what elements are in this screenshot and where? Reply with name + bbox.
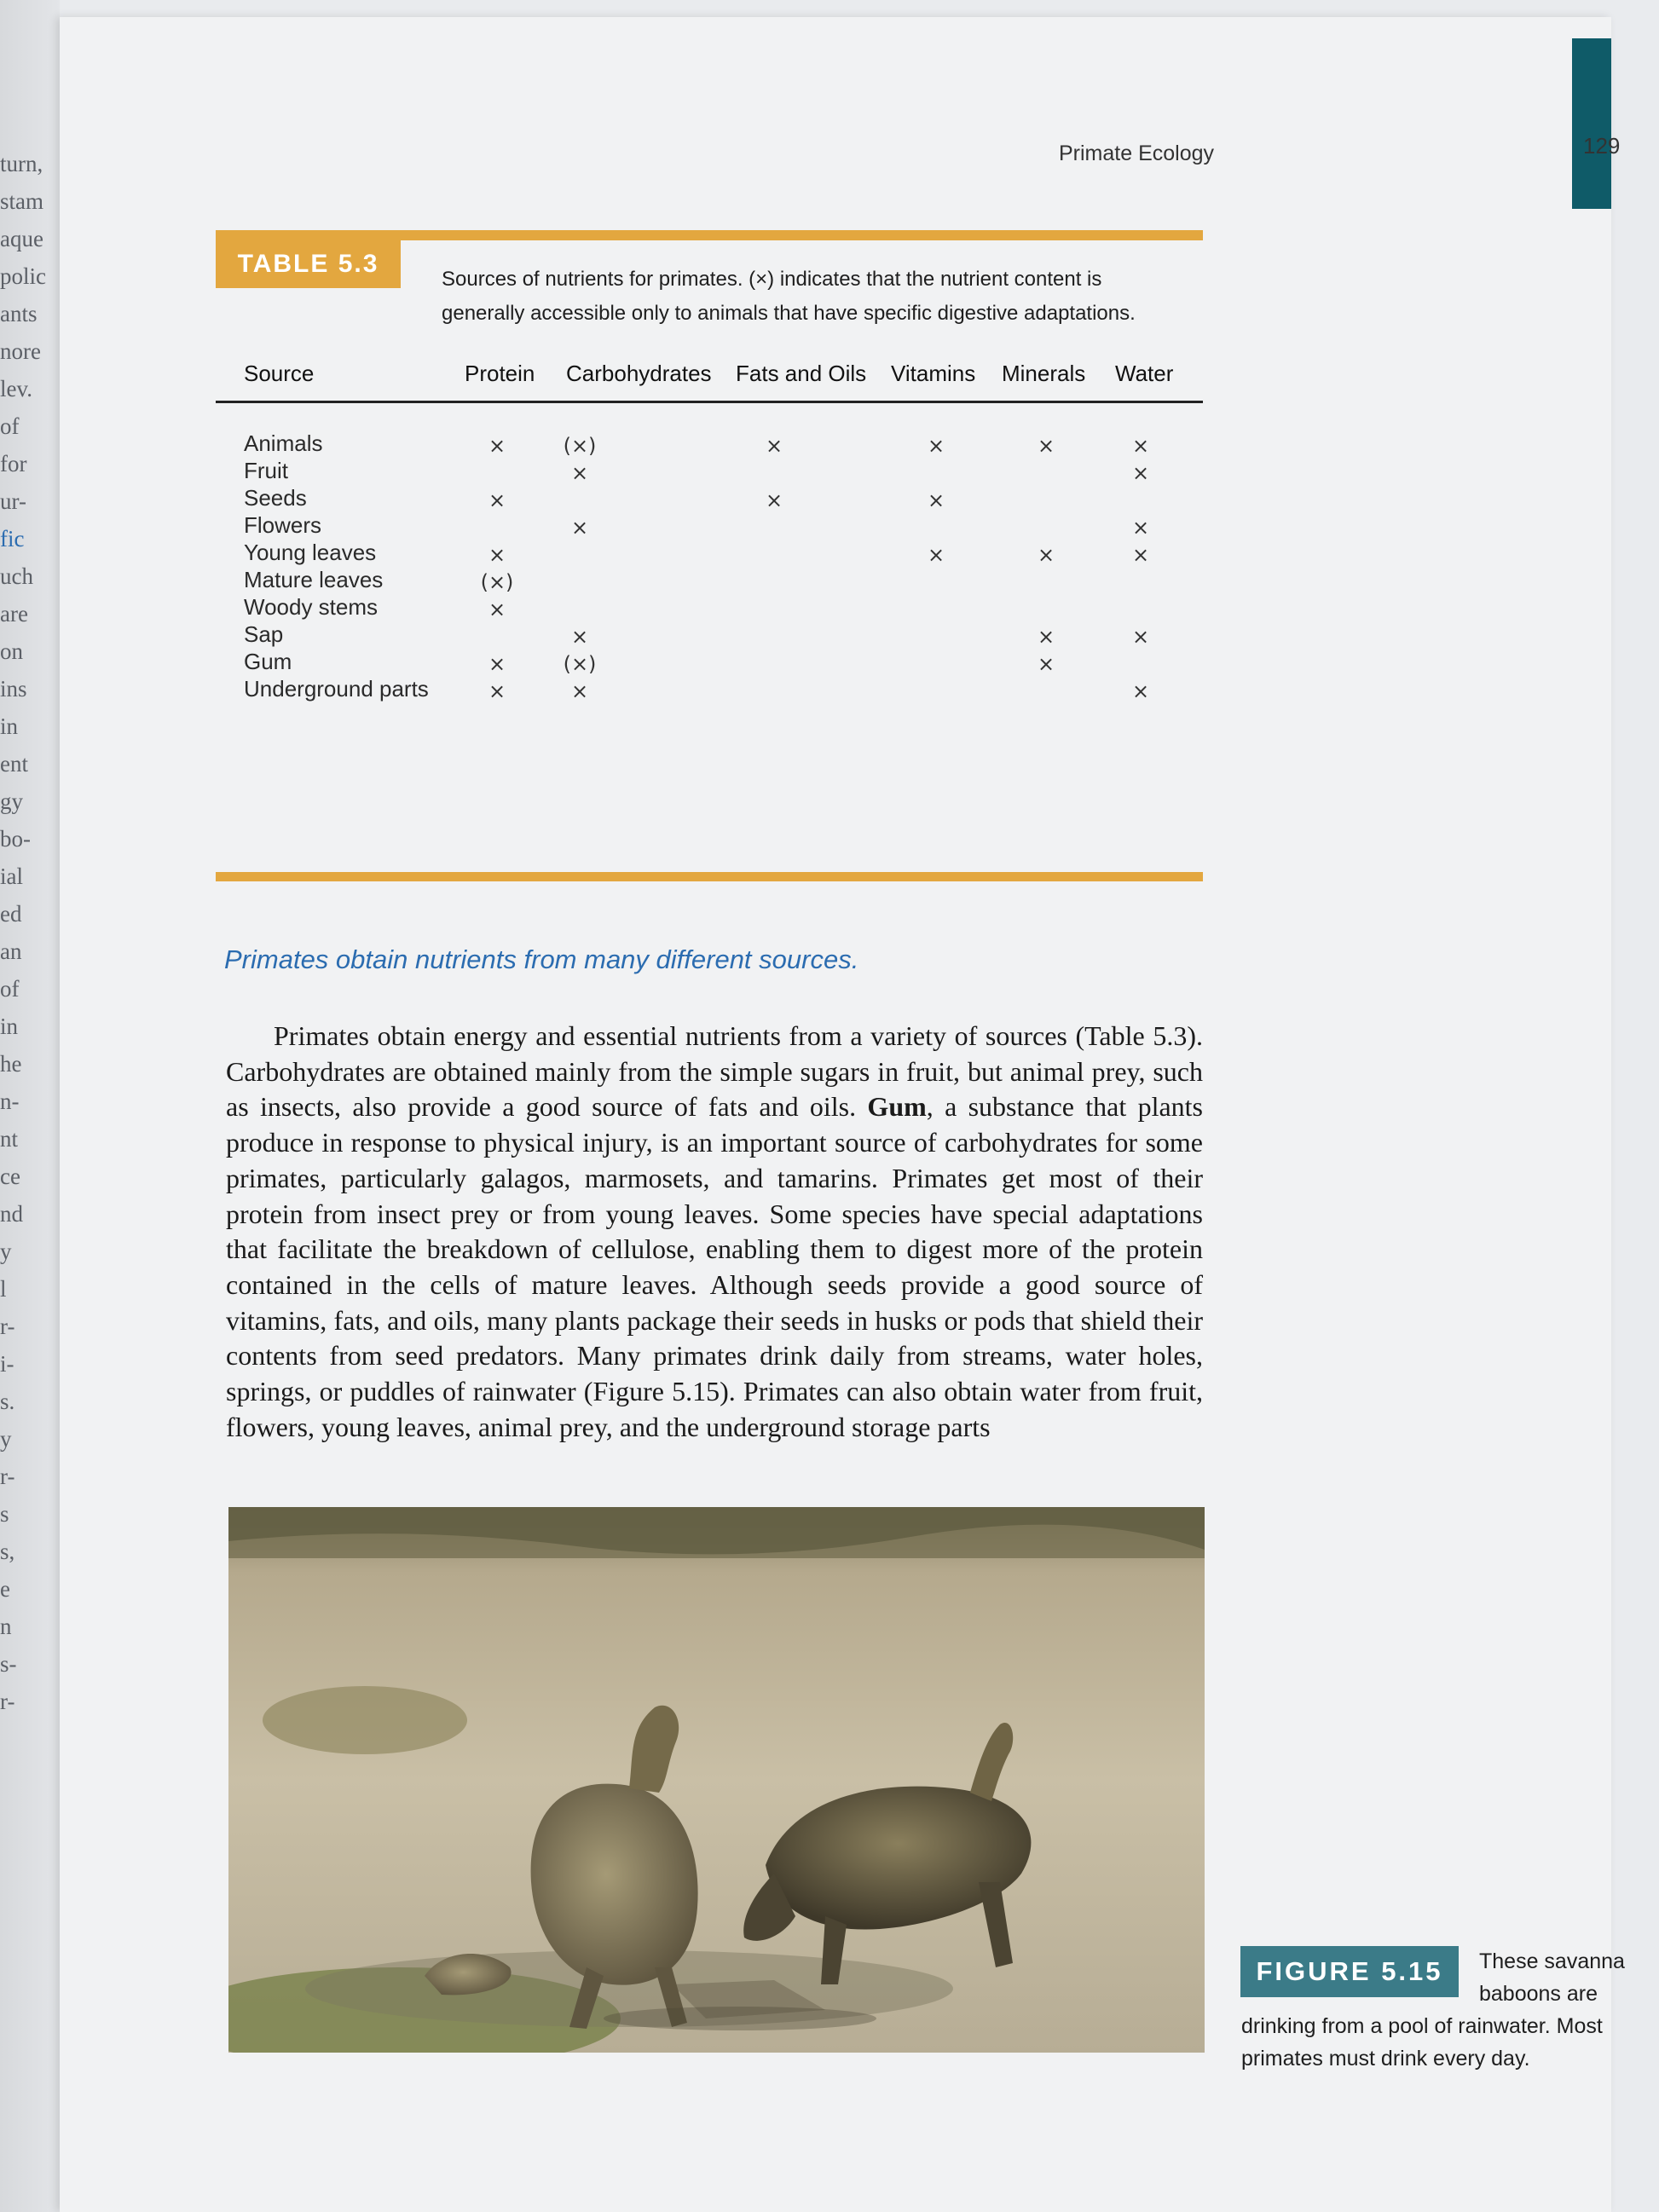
previous-page-fragments — [0, 145, 51, 1720]
gutter-fragment: an — [0, 939, 22, 964]
gutter-fragment: nt — [0, 1126, 19, 1152]
gutter-fragment: r- — [0, 1464, 15, 1489]
table-cell-mark: (×) — [563, 652, 597, 676]
gutter-fragment: l — [0, 1276, 7, 1302]
gutter-fragment: lev. — [0, 376, 32, 401]
column-header-vitamins: Vitamins — [891, 361, 976, 386]
table-row-source: Animals — [244, 430, 323, 456]
book-page — [60, 17, 1625, 2212]
table-row-source: Mature leaves — [244, 567, 384, 592]
table-cell-mark: × — [1131, 679, 1150, 703]
table-cell-mark: × — [1037, 625, 1055, 649]
table-cell-mark: × — [1037, 652, 1055, 676]
table-cell-mark: × — [927, 488, 945, 512]
gutter-fragment: n- — [0, 1089, 20, 1114]
gutter-fragment: uch — [0, 563, 33, 589]
table-cell-mark: × — [570, 679, 589, 703]
table-cell-mark: × — [1131, 625, 1150, 649]
baboon-photo — [228, 1507, 1205, 2053]
column-header-source: Source — [244, 361, 315, 386]
table-cell-mark: × — [1037, 434, 1055, 458]
gutter-fragment: s. — [0, 1389, 15, 1414]
gutter-fragment: of — [0, 976, 20, 1002]
table-cell-mark: × — [488, 679, 506, 703]
table-row-source: Woody stems — [244, 594, 379, 620]
table-header-rule — [216, 401, 1203, 403]
gutter-fragment: stam — [0, 188, 43, 214]
figure-caption-end: drinking from a pool of rainwater. Most primates must drink every day. — [1241, 2014, 1603, 2071]
figure-label: FIGURE 5.15 — [1240, 1946, 1459, 1997]
gutter-fragment: nd — [0, 1201, 23, 1227]
table-cell-mark: × — [765, 488, 783, 512]
table-row-source: Seeds — [244, 485, 307, 511]
table-cell-mark: × — [570, 625, 589, 649]
chapter-edge-tab — [1572, 38, 1611, 209]
gutter-fragment: e — [0, 1576, 10, 1602]
gutter-fragment: ants — [0, 301, 38, 326]
running-head: Primate Ecology — [1059, 141, 1215, 165]
gutter-fragment: aque — [0, 226, 43, 251]
table-top-rule — [216, 230, 1203, 240]
gutter-fragment: i- — [0, 1351, 14, 1377]
table-cell-mark: × — [1131, 461, 1150, 485]
table-cell-mark: × — [1037, 543, 1055, 567]
gutter-fragment: s- — [0, 1651, 17, 1677]
gutter-fragment: in — [0, 713, 19, 739]
column-header-water: Water — [1115, 361, 1174, 386]
table-cell-mark: × — [488, 543, 506, 567]
table-cell-mark: × — [570, 461, 589, 485]
column-header-protein: Protein — [465, 361, 535, 386]
baboons-drinking-image — [228, 1507, 1205, 2053]
gutter-fragment: he — [0, 1051, 22, 1077]
column-header-minerals: Minerals — [1002, 361, 1086, 386]
gutter-fragment: r- — [0, 1314, 15, 1339]
gutter-fragment: nore — [0, 338, 41, 364]
table-cell-mark: × — [927, 543, 945, 567]
gutter-fragment: ent — [0, 751, 28, 777]
column-header-carbohydrates: Carbohydrates — [566, 361, 712, 386]
body-text-segment: Primates obtain energy and essential nutrients from a variety of sources (Table 5.3). Carbohydrates are obtained mainly from the simple sugars in fruit, but animal prey, such as insects, also provide a good source of fats and oils. — [226, 1020, 1203, 1123]
table-cell-mark: × — [927, 434, 945, 458]
gutter-fragment: ed — [0, 901, 22, 927]
table-row-source: Underground parts — [244, 676, 429, 702]
body-text-segment: , a substance that plants produce in response to physical injury, is an important source of carbohydrates for some primates, particularly galagos, marmosets, and tamarins. Primates get most of their protein from insect prey or from young leaves. Some species have special adaptations that facilitate the breakdown of cellulose, enabling them to digest more of the protein contained in the cells of mature leaves. Although seeds provide a good source of vitamins, fats, and oils, many plants package their seeds in husks or pods that shield their contents from seed predators. Many primates drink daily from streams, water holes, springs, or puddles of rainwater (Figure 5.15). Primates can also obtain water from fruit, flowers, young leaves, animal prey, and the underground storage parts — [226, 1091, 1204, 1442]
gutter-fragment: ce — [0, 1164, 20, 1189]
gutter-fragment: bo- — [0, 826, 31, 852]
gutter-fragment: of — [0, 413, 20, 439]
key-term-gum: Gum — [867, 1091, 927, 1123]
gutter-fragment: in — [0, 1014, 19, 1039]
gutter-fragment: gy — [0, 788, 23, 814]
table-row-source: Flowers — [244, 512, 322, 538]
table-cell-mark: × — [765, 434, 783, 458]
table-cell-mark: × — [488, 488, 506, 512]
gutter-fragment: s — [0, 1501, 9, 1527]
body-paragraph — [226, 1019, 1203, 1445]
gutter-fragment: y — [0, 1426, 12, 1452]
gutter-fragment: are — [0, 601, 28, 627]
figure-caption-start: These savanna baboons are — [1479, 1949, 1625, 2006]
table-caption-line: generally accessible only to animals that have specific digestive adaptations. — [442, 302, 1136, 325]
table-cell-mark: (×) — [563, 434, 597, 458]
gutter-fragment: ial — [0, 863, 23, 889]
table-cell-mark: × — [1131, 543, 1150, 567]
table-cell-mark: (×) — [480, 570, 514, 594]
table-cell-mark: × — [570, 516, 589, 540]
table-caption — [442, 263, 1192, 331]
gutter-fragment: on — [0, 638, 23, 664]
table-row-source: Sap — [244, 621, 284, 647]
gutter-fragment: n — [0, 1614, 12, 1639]
table-label: TABLE 5.3 — [216, 240, 401, 288]
page-number: 129 — [1583, 133, 1621, 159]
gutter-fragment: ins — [0, 676, 27, 702]
previous-page-edge — [0, 0, 60, 2212]
gutter-fragment: for — [0, 451, 27, 476]
gutter-fragment: turn, — [0, 151, 43, 176]
table-cell-mark: × — [488, 434, 506, 458]
table-caption-line: Sources of nutrients for primates. (×) indicates that the nutrient content is — [442, 268, 1102, 291]
gutter-fragment: y — [0, 1239, 12, 1264]
table-cell-mark: × — [1131, 434, 1150, 458]
gutter-fragment: ur- — [0, 488, 26, 514]
gutter-fragment: polic — [0, 263, 46, 289]
table-cell-mark: × — [1131, 516, 1150, 540]
table-cell-mark: × — [488, 652, 506, 676]
table-row-source: Gum — [244, 649, 292, 674]
pull-quote: Primates obtain nutrients from many different sources. — [224, 944, 859, 974]
table-cell-mark: × — [488, 598, 506, 621]
column-header-fats-and-oils: Fats and Oils — [736, 361, 867, 386]
gutter-fragment: r- — [0, 1689, 15, 1714]
gutter-fragment: s, — [0, 1539, 15, 1564]
gutter-fragment: fic — [0, 526, 25, 552]
table-row-source: Young leaves — [244, 540, 377, 565]
table-bottom-rule — [216, 872, 1203, 881]
table-row-source: Fruit — [244, 458, 288, 483]
